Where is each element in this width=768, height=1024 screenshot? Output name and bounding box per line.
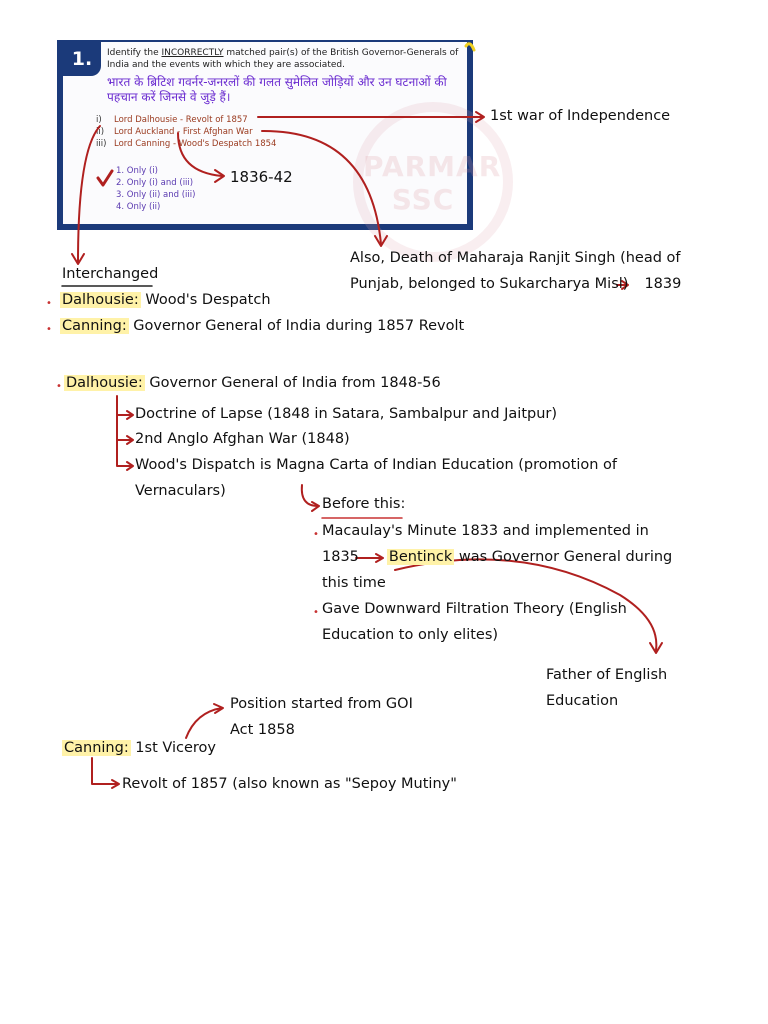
note-woods-line-1: Wood's Dispatch is Magna Carta of Indian Education (promotion of (135, 457, 618, 473)
note-ranjit-text: Punjab, belonged to Sukarcharya Misl) (350, 276, 629, 292)
note-ranjit-year: 1839 (644, 276, 682, 292)
note-macaulay-line-2 (322, 549, 672, 565)
tree-branch (117, 396, 132, 466)
pair-number: iii) (96, 139, 107, 149)
tree-arrow-lapse (117, 411, 133, 419)
bullet-dot-icon: • (56, 381, 62, 392)
question-text-part: Identify the (107, 48, 162, 58)
arrow-to-before-this (302, 485, 318, 506)
note-macaulay-line-1: Macaulay's Minute 1833 and implemented in (322, 523, 649, 539)
option-4: 4. Only (ii) (116, 202, 161, 212)
tree-arrow-afghan (117, 436, 133, 444)
note-text: Governor General of India during 1857 Revolt (128, 318, 465, 334)
note-interchanged: Interchanged (62, 266, 159, 282)
arrow-to-interchanged (78, 126, 100, 262)
note-position-line-2: Act 1858 (230, 722, 295, 738)
check-mark-icon (98, 171, 112, 185)
note-war-independence: 1st war of Independence (490, 108, 671, 124)
note-ranjit-line-2 (350, 276, 681, 292)
note-filtration-line-1: Gave Downward Filtration Theory (English (322, 601, 627, 617)
note-macaulay-line-3: this time (322, 575, 386, 591)
note-filtration-line-2: Education to only elites) (322, 627, 499, 643)
highlight-dalhousie: Dalhousie: (66, 375, 143, 391)
bullet-dot-icon: • (313, 529, 319, 540)
note-afghan-war-2: 2nd Anglo Afghan War (1848) (135, 431, 350, 447)
highlight-canning: Canning: (64, 740, 129, 756)
note-father-line-1: Father of English (546, 667, 668, 683)
bullet-dot-icon: • (313, 607, 319, 618)
note-text: Wood's Despatch (140, 292, 271, 308)
note-dalhousie-gg (64, 375, 441, 391)
arrow-to-ranjit-note (262, 131, 381, 244)
option-3: 3. Only (ii) and (iii) (116, 190, 196, 200)
pair-text: Lord Dalhousie - Revolt of 1857 (114, 115, 248, 125)
option-2: 2. Only (i) and (iii) (116, 178, 194, 188)
option-1: 1. Only (i) (116, 166, 158, 176)
question-number-badge: 1. (63, 42, 101, 76)
note-dalhousie-woods (60, 292, 271, 308)
card-accent-mark (466, 44, 474, 50)
note-canning-viceroy (62, 740, 216, 756)
note-revolt-1857: Revolt of 1857 (also known as "Sepoy Mutiny" (122, 776, 457, 792)
highlight-dalhousie: Dalhousie: (62, 292, 139, 308)
note-father-line-2: Education (546, 693, 619, 709)
note-years-afghan: 1836-42 (230, 168, 293, 186)
pair-text: Lord Auckland - First Afghan War (114, 127, 253, 137)
bullet-dot-icon: • (46, 298, 52, 309)
pair-number: i) (96, 115, 102, 125)
note-text: 1st Viceroy (130, 740, 217, 756)
pair-number: ii) (96, 127, 105, 137)
note-year-1835: 1835 (322, 549, 359, 565)
bullet-dot-icon: • (46, 324, 52, 335)
pair-text: Lord Canning - Wood's Despatch 1854 (114, 139, 277, 149)
note-position-line-1: Position started from GOI (230, 696, 413, 712)
note-text: Governor General of India from 1848-56 (144, 375, 441, 391)
highlight-bentinck: Bentinck (388, 549, 453, 565)
highlight-canning: Canning: (62, 318, 127, 334)
note-before-this: Before this: (322, 496, 406, 512)
question-text-hindi: भारत के ब्रिटिश गवर्नर-जनरलों की गलत सुमेलित जोड़ियों और उन घटनाओं की पहचान करें जिनसे वे जुड़े हैं। (107, 75, 447, 104)
note-woods-line-2: Vernaculars) (135, 483, 226, 499)
note-text: was Governor General during (454, 549, 673, 565)
question-text-part: matched pair(s) of the British Governor-Generals of India and the events with which they are associated. (107, 48, 459, 70)
watermark-text: PARMAR SSC (363, 150, 502, 216)
note-ranjit-line-1: Also, Death of Maharaja Ranjit Singh (head of (350, 250, 681, 266)
note-doctrine-lapse: Doctrine of Lapse (1848 in Satara, Sambalpur and Jaitpur) (135, 406, 558, 422)
question-text-underlined: INCORRECTLY (161, 48, 224, 58)
note-canning-gg (60, 318, 464, 334)
